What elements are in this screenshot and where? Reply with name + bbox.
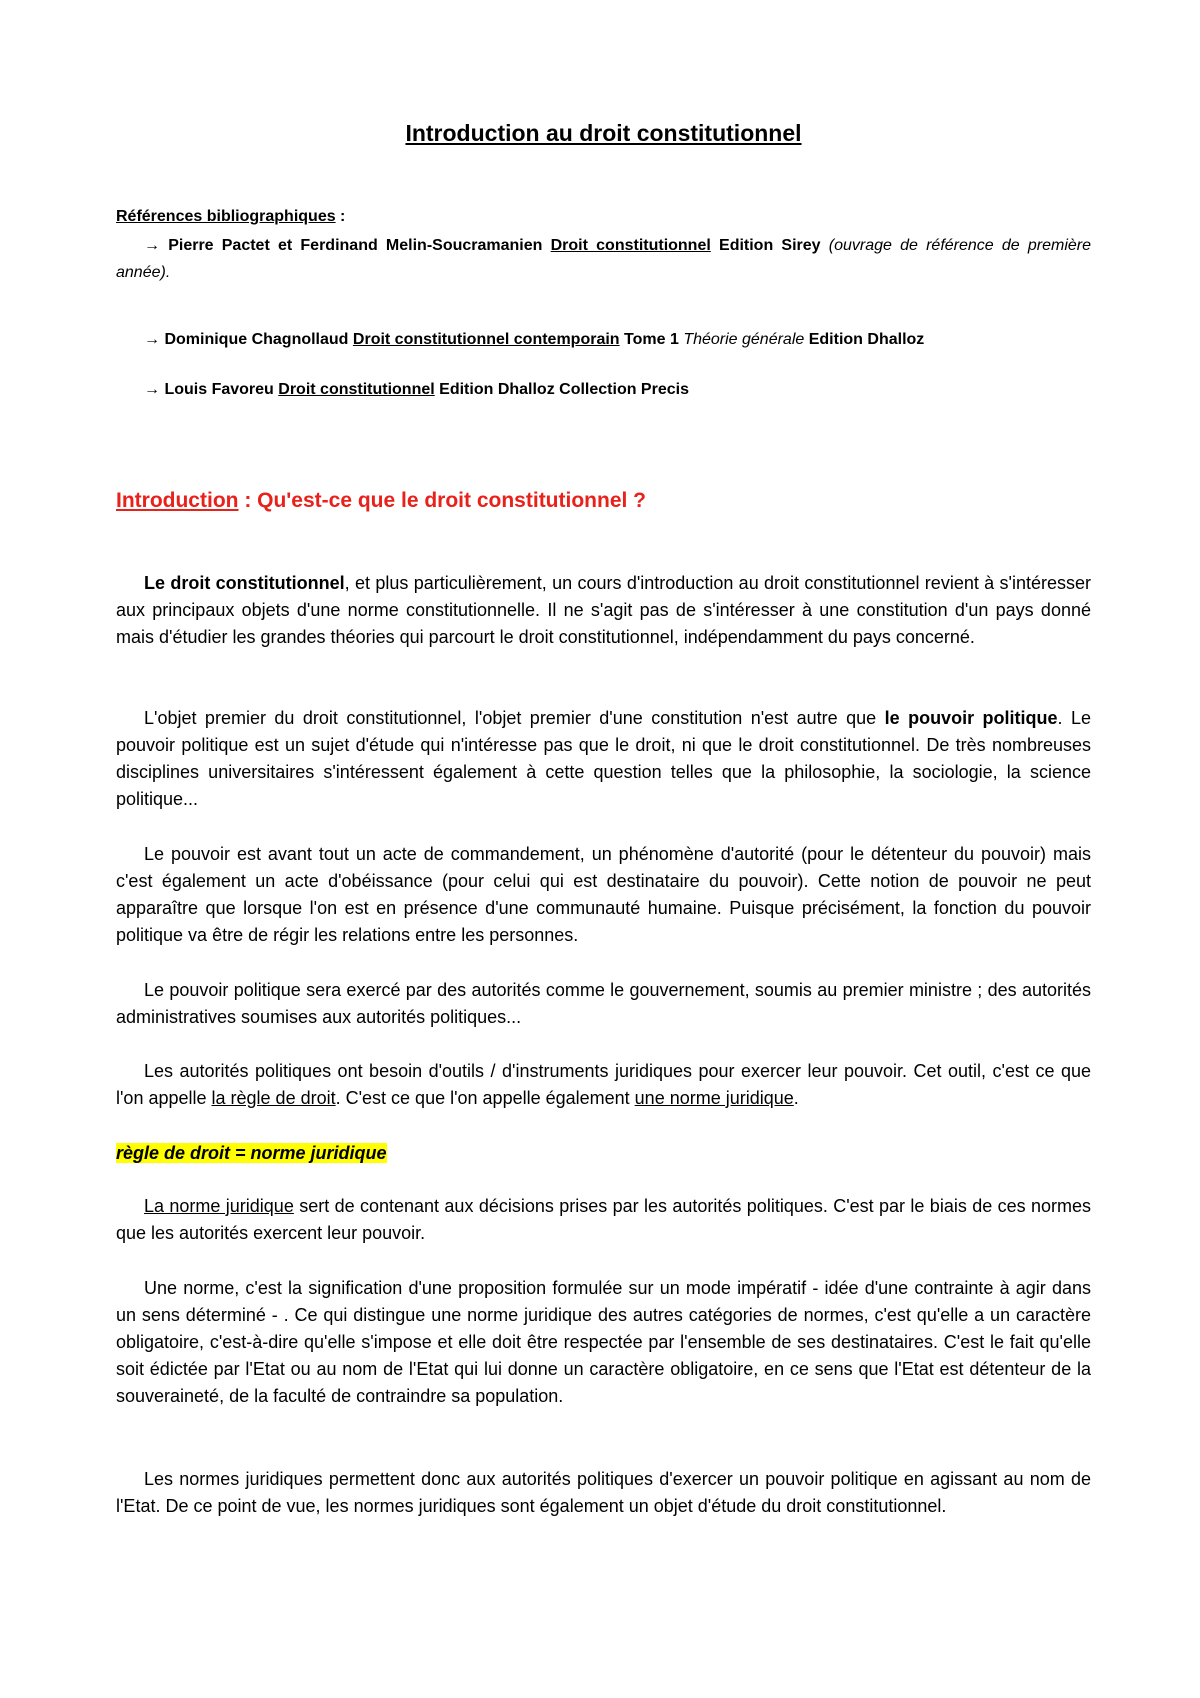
- paragraph-5-underline-1: la règle de droit: [211, 1088, 336, 1108]
- paragraph-7: Une norme, c'est la signification d'une proposition formulée sur un mode impératif - idée d'une contrainte à agir dans un sens déterminé - . Ce qui distingue une norme juridique des autres catégories de normes, c'est qu'elle a un caractère obligatoire, c'est-à-dire qu'elle s'impose et elle doit être respectée par l'ensemble de ses destinataires. C'est le fait qu'elle soit édictée par l'Etat ou au nom de l'Etat qui lui donne un caractère obligatoire, en ce sens que l'Etat est détenteur de la souveraineté, de la faculté de contraindre sa population.: [116, 1278, 1091, 1406]
- paragraph-5-end: .: [793, 1088, 799, 1108]
- references-label-text: Références bibliographiques: [116, 208, 336, 225]
- reference-authors: Louis Favoreu: [164, 381, 274, 398]
- reference-authors: Pierre Pactet et Ferdinand Melin-Soucramanien: [168, 237, 543, 254]
- section-heading-rest: : Qu'est-ce que le droit constitutionnel ?: [238, 489, 646, 512]
- reference-authors: Dominique Chagnollaud: [164, 331, 349, 348]
- paragraph-3: Le pouvoir est avant tout un acte de commandement, un phénomène d'autorité (pour le détenteur du pouvoir) mais c'est également un acte d'obéissance (pour celui qui est destinataire du pouvoir). Cette notion de pouvoir ne peut apparaître que lorsque l'on est en présence d'une communauté humaine. Puisque précisément, la fonction du pouvoir politique va être de régir les relations entre les personnes.: [116, 844, 1091, 945]
- paragraph-8: Les normes juridiques permettent donc aux autorités politiques d'exercer un pouvoir politique en agissant au nom de l'Etat. De ce point de vue, les normes juridiques sont également un objet d'étude du droit constitutionnel.: [116, 1469, 1091, 1516]
- paragraph-6-rest: sert de contenant aux décisions prises par les autorités politiques. C'est par le biais de ces normes que les autorités exercent leur pouvoir.: [116, 1196, 1091, 1243]
- paragraph-6: [116, 1193, 1091, 1247]
- reference-subtitle: Théorie générale: [683, 331, 805, 348]
- reference-edition: Edition Sirey: [719, 237, 821, 254]
- arrow-icon: →: [144, 237, 160, 254]
- reference-item-1: [116, 232, 1091, 286]
- highlighted-definition-text: règle de droit = norme juridique: [116, 1143, 387, 1163]
- reference-edition: Edition Dhalloz: [808, 331, 925, 348]
- highlighted-definition: [116, 1140, 387, 1167]
- paragraph-5-mid: . C'est ce que l'on appelle également: [335, 1088, 635, 1108]
- paragraph-1-bold: Le droit constitutionnel: [144, 573, 345, 593]
- references-label: [116, 203, 345, 230]
- reference-book: Droit constitutionnel: [278, 381, 435, 398]
- reference-edition: Edition Dhalloz Collection Precis: [439, 381, 689, 398]
- reference-note: (ouvrage de référence de première année).: [116, 237, 1092, 281]
- paragraph-5-start: Les autorités politiques ont besoin d'outils / d'instruments juridiques pour exercer leur pouvoir. Cet outil, c'est ce que l'on appelle: [116, 1061, 1091, 1108]
- reference-book: Droit constitutionnel: [550, 237, 711, 254]
- paragraph-2: [116, 705, 1091, 813]
- references-label-suffix: :: [335, 208, 346, 225]
- reference-item-2: [116, 326, 1091, 353]
- section-heading-underlined: Introduction: [116, 489, 239, 512]
- arrow-icon: →: [144, 331, 160, 348]
- paragraph-2-rest: . Le pouvoir politique est un sujet d'étude qui n'intéresse pas que le droit, ni que le droit constitutionnel. De très nombreuses disciplines universitaires s'intéressent également à cette question telles que la philosophie, la sociologie, la science politique...: [116, 708, 1092, 809]
- paragraph-4: Le pouvoir politique sera exercé par des autorités comme le gouvernement, soumis au premier ministre ; des autorités administratives soumises aux autorités politiques...: [116, 980, 1091, 1027]
- paragraph-2-bold: le pouvoir politique: [884, 708, 1058, 728]
- paragraph-5-underline-2: une norme juridique: [634, 1088, 794, 1108]
- arrow-icon: →: [144, 381, 160, 398]
- paragraph-5: [116, 1058, 1091, 1112]
- paragraph-2-start: L'objet premier du droit constitutionnel, l'objet premier d'une constitution n'est autre que: [144, 708, 885, 728]
- paragraph-1: [116, 570, 1091, 651]
- paragraph-1-rest: , et plus particulièrement, un cours d'introduction au droit constitutionnel revient à s'intéresser aux principaux objets d'une norme constitutionnelle. Il ne s'agit pas de s'intéresser à une constitution d'un pays donné mais d'étudier les grandes théories qui parcourt le droit constitutionnel, indépendamment du pays concerné.: [116, 573, 1091, 647]
- paragraph-6-underline: La norme juridique: [144, 1196, 294, 1216]
- reference-item-3: [116, 376, 1091, 403]
- reference-tome: Tome 1: [624, 331, 679, 348]
- reference-book: Droit constitutionnel contemporain: [352, 331, 620, 348]
- document-title: Introduction au droit constitutionnel: [405, 120, 802, 146]
- section-heading: [116, 486, 646, 516]
